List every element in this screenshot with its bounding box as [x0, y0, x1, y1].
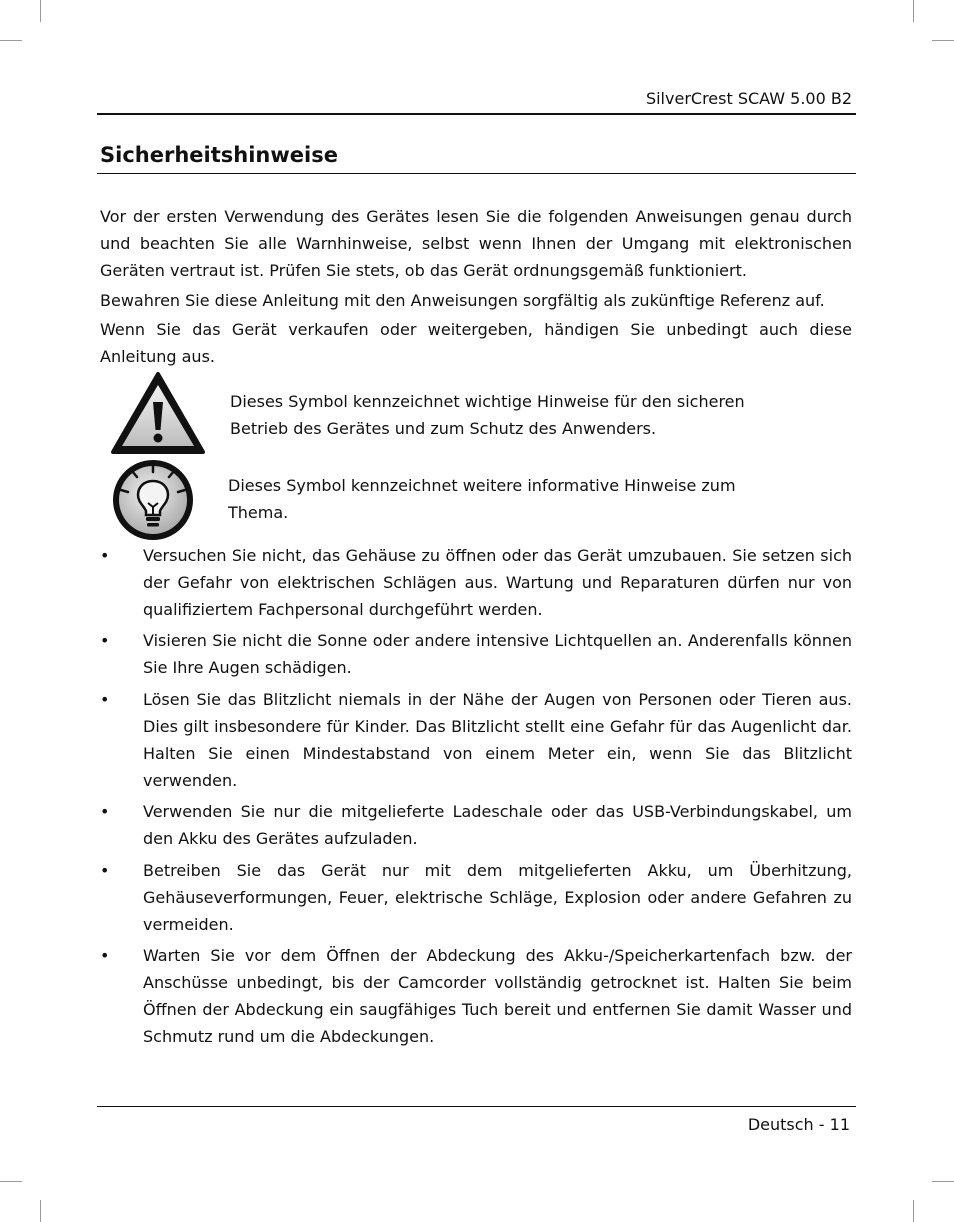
crop-mark: [40, 1200, 41, 1222]
title-rule: [97, 173, 856, 174]
footer-rule: [97, 1106, 856, 1107]
bullet-marker: •: [100, 546, 110, 565]
list-item-text: Betreiben Sie das Gerät nur mit dem mitgelieferten Akku, um Überhitzung, Gehäuseverformungen, Feuer, elektrische Schläge, Explosion oder andere Gefahren zu vermeiden.: [143, 861, 852, 934]
crop-mark: [932, 1181, 954, 1182]
list-item-text: Verwenden Sie nur die mitgelieferte Ladeschale oder das USB-Verbindungskabel, um den Akku des Gerätes aufzuladen.: [143, 802, 852, 848]
list-item-text: Warten Sie vor dem Öffnen der Abdeckung des Akku-/Speicherkartenfach bzw. der Anschüsse unbedingt, bis der Camcorder vollständig getrocknet ist. Halten Sie beim Öffnen der Abdeckung ein saugfähiges Tuch bereit und entfernen Sie damit Wasser und Schmutz rund um die Abdeckungen.: [143, 946, 852, 1046]
crop-mark: [913, 1200, 914, 1222]
list-item-text: Lösen Sie das Blitzlicht niemals in der Nähe der Augen von Personen oder Tieren aus. Dies gilt insbesondere für Kinder. Das Blitzlicht stellt eine Gefahr für das Augenlicht dar. Halten Sie einen Mindestabstand von einem Meter ein, wenn Sie das Blitzlicht verwenden.: [143, 690, 852, 790]
crop-mark: [0, 40, 22, 41]
crop-mark: [40, 0, 41, 22]
warning-symbol-text: Dieses Symbol kennzeichnet wichtige Hinweise für den sicheren Betrieb des Gerätes und zum Schutz des Anwenders.: [230, 392, 745, 438]
lightbulb-icon: [110, 457, 196, 543]
crop-mark: [913, 0, 914, 22]
intro-paragraph-2: Bewahren Sie diese Anleitung mit den Anweisungen sorgfältig als zukünftige Referenz auf.: [100, 291, 825, 310]
bullet-marker: •: [100, 631, 110, 650]
warning-triangle-icon: [110, 370, 206, 456]
info-symbol-text: Dieses Symbol kennzeichnet weitere informative Hinweise zum Thema.: [228, 476, 736, 522]
bullet-marker: •: [100, 690, 110, 709]
header-product-name: SilverCrest SCAW 5.00 B2: [645, 89, 852, 108]
header-rule: [97, 113, 856, 115]
list-item-text: Visieren Sie nicht die Sonne oder andere intensive Lichtquellen an. Anderenfalls können Sie Ihre Augen schädigen.: [143, 631, 852, 677]
footer-page-number: Deutsch - 11: [747, 1115, 850, 1134]
crop-mark: [932, 40, 954, 41]
section-title: Sicherheitshinweise: [100, 143, 338, 167]
intro-paragraph-1: Vor der ersten Verwendung des Gerätes lesen Sie die folgenden Anweisungen genau durch und beachten Sie alle Warnhinweise, selbst wenn Ihnen der Umgang mit elektronischen Geräten vertraut ist. Prüfen Sie stets, ob das Gerät ordnungsgemäß funktioniert.: [100, 207, 852, 280]
intro-paragraph-3: Wenn Sie das Gerät verkaufen oder weitergeben, händigen Sie unbedingt auch diese Anleitung aus.: [100, 320, 852, 366]
bullet-marker: •: [100, 802, 110, 821]
bullet-marker: •: [100, 861, 110, 880]
bullet-marker: •: [100, 946, 110, 965]
list-item-text: Versuchen Sie nicht, das Gehäuse zu öffnen oder das Gerät umzubauen. Sie setzen sich der Gefahr von elektrischen Schlägen aus. Wartung und Reparaturen dürfen nur von qualifiziertem Fachpersonal durchgeführt werden.: [143, 546, 852, 619]
crop-mark: [0, 1181, 22, 1182]
